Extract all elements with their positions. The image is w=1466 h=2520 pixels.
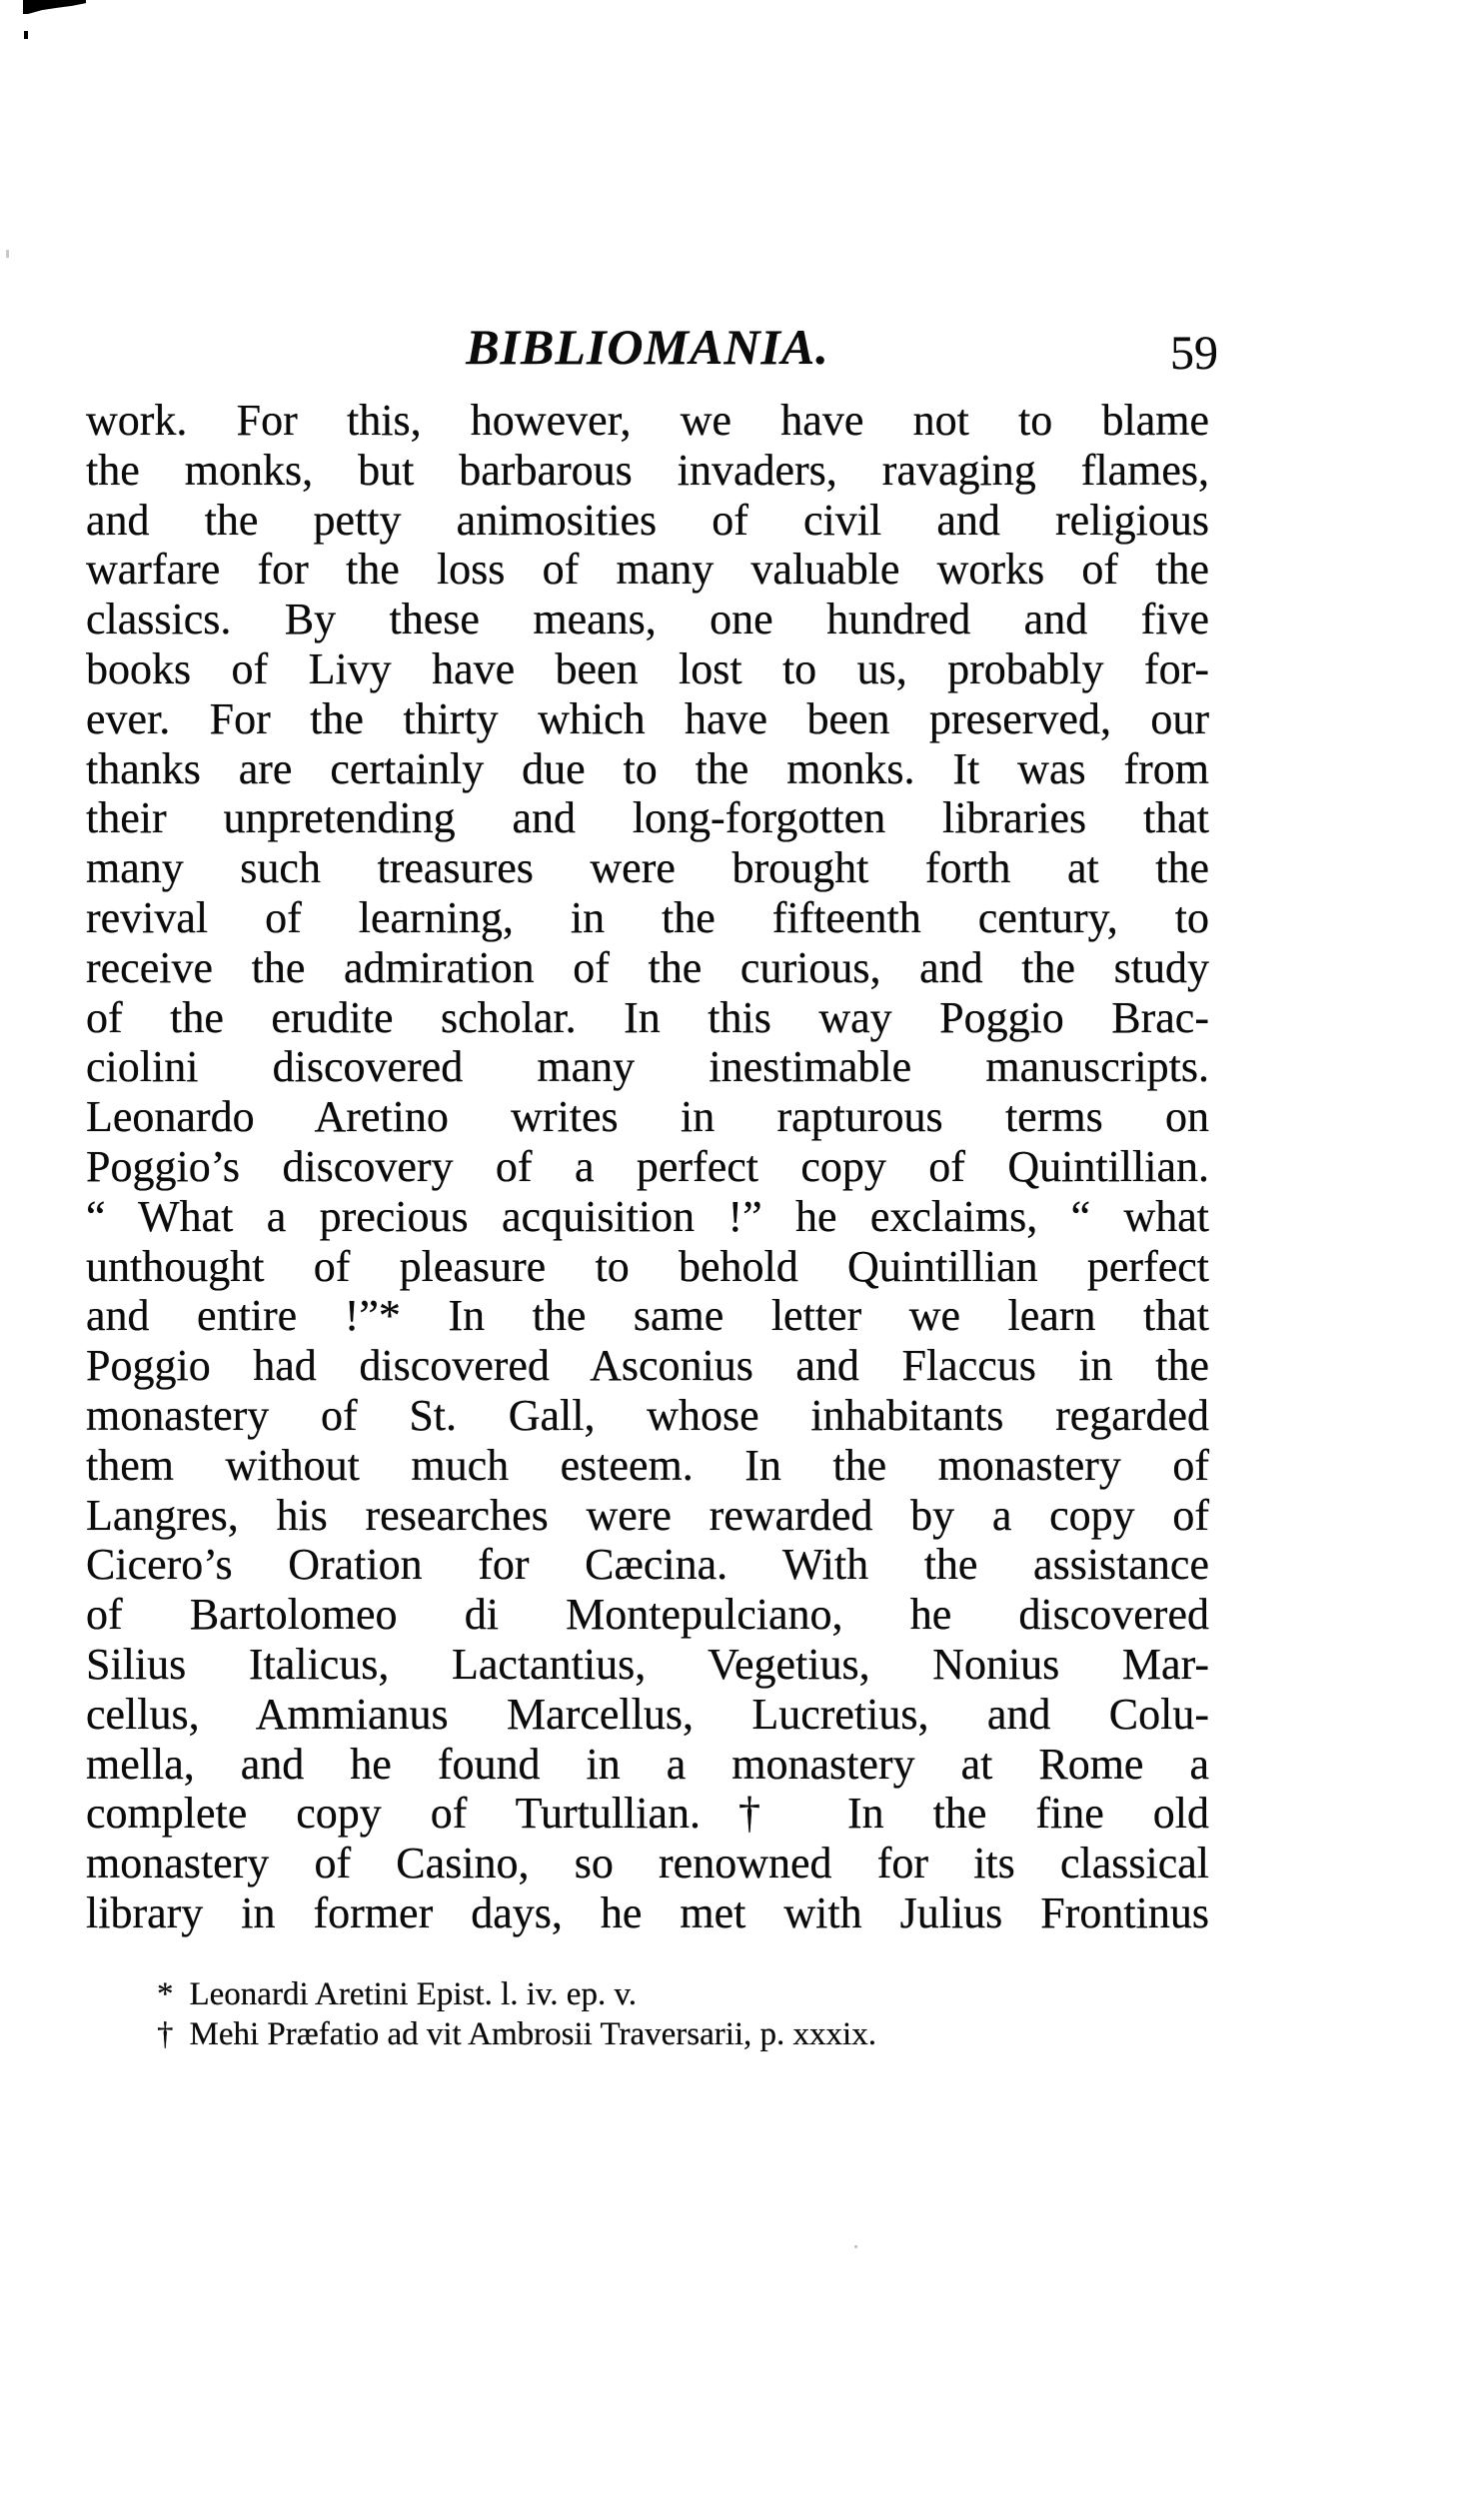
body-text-line: cellus, Ammianus Marcellus, Lucretius, and Colu-	[86, 1689, 1209, 1739]
body-text-line: monastery of St. Gall, whose inhabitants regarded	[86, 1390, 1209, 1440]
body-text-line: ever. For the thirty which have been preserved, our	[86, 693, 1209, 743]
body-text-line: “ What a precious acquisition !” he exclaims, “ what	[86, 1191, 1209, 1241]
body-text-line: work. For this, however, we have not to blame	[86, 396, 1209, 445]
scan-artifact-speck	[24, 31, 28, 39]
body-text-line: Cicero’s Oration for Cæcina. With the assistance	[86, 1540, 1209, 1590]
body-text-line: Leonardo Aretino writes in rapturous terms on	[86, 1092, 1209, 1142]
body-text-line: warfare for the loss of many valuable works of the	[86, 545, 1209, 595]
scan-artifact-wedge	[23, 0, 86, 14]
body-text-line: of Bartolomeo di Montepulciano, he discovered	[86, 1590, 1209, 1640]
footnotes	[157, 1974, 1216, 2054]
scan-artifact-speck	[854, 2245, 857, 2248]
scan-artifact-speck	[6, 250, 9, 258]
body-text-line: unthought of pleasure to behold Quintillian perfect	[86, 1241, 1209, 1291]
footnote	[157, 2014, 1216, 2054]
body-text-line: revival of learning, in the fifteenth century, to	[86, 892, 1209, 942]
body-text-line: and the petty animosities of civil and religious	[86, 495, 1209, 545]
footnote-text: Mehi Præfatio ad vit Ambrosii Traversarii, p. xxxix.	[189, 2016, 876, 2052]
running-head-title: BIBLIOMANIA.	[466, 319, 829, 375]
body-text-line: complete copy of Turtullian.† In the fine old	[86, 1789, 1209, 1839]
footnote	[157, 1974, 1216, 2014]
body-text-line: Silius Italicus, Lactantius, Vegetius, Nonius Mar-	[86, 1639, 1209, 1689]
body-text-line: them without much esteem. In the monastery of	[86, 1440, 1209, 1490]
footnote-text: Leonardi Aretini Epist. l. iv. ep. v.	[189, 1976, 638, 2012]
body-text-line: and entire !”* In the same letter we learn that	[86, 1291, 1209, 1341]
body-text-line: monastery of Casino, so renowned for its classical	[86, 1839, 1209, 1889]
body-text-line: ciolini discovered many inestimable manuscripts.	[86, 1042, 1209, 1092]
body-text-line: library in former days, he met with Julius Frontinus	[86, 1888, 1209, 1937]
body-text-line: the monks, but barbarous invaders, ravaging flames,	[86, 445, 1209, 495]
body-text-line: books of Livy have been lost to us, probably for-	[86, 643, 1209, 693]
body-text	[86, 396, 1209, 1938]
body-text-line: receive the admiration of the curious, and the study	[86, 942, 1209, 992]
body-text-line: Poggio had discovered Asconius and Flaccus in the	[86, 1341, 1209, 1391]
body-text-line: thanks are certainly due to the monks. It was from	[86, 743, 1209, 793]
body-text-line: many such treasures were brought forth at the	[86, 843, 1209, 893]
body-text-line: mella, and he found in a monastery at Rome a	[86, 1739, 1209, 1789]
footnote-marker: *	[157, 1976, 174, 2012]
page-number: 59	[1170, 327, 1218, 380]
body-text-line: classics. By these means, one hundred and five	[86, 595, 1209, 644]
body-text-line: their unpretending and long-forgotten libraries that	[86, 793, 1209, 843]
footnote-marker: †	[157, 2016, 174, 2052]
body-text-line: of the erudite scholar. In this way Poggio Brac-	[86, 992, 1209, 1042]
body-text-line: Langres, his researches were rewarded by a copy of	[86, 1490, 1209, 1540]
body-text-line: Poggio’s discovery of a perfect copy of Quintillian.	[86, 1141, 1209, 1191]
